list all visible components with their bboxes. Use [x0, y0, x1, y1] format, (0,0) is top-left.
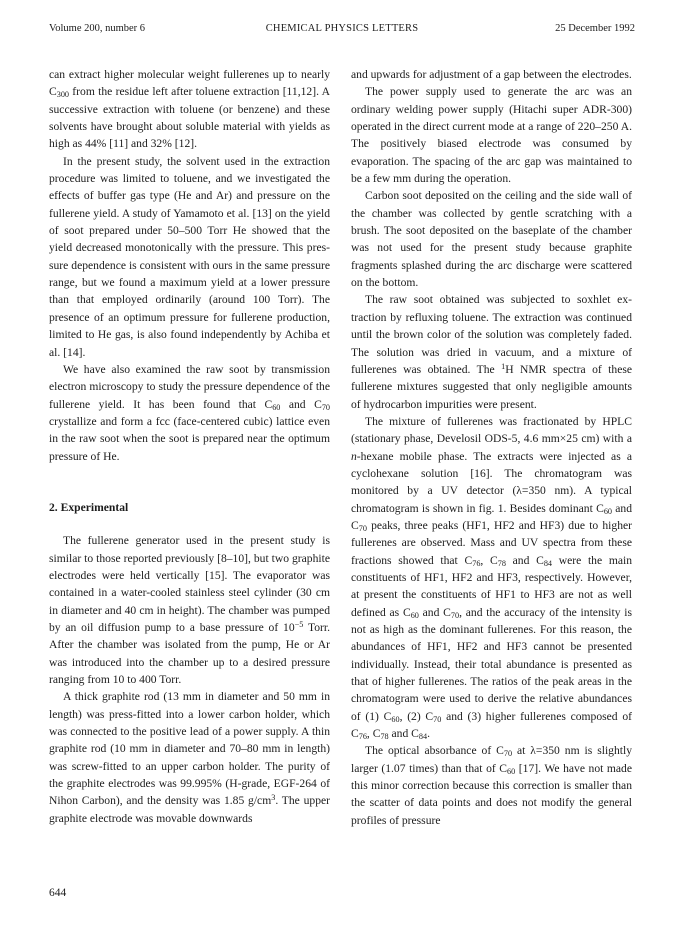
body-paragraph: The mixture of fullerenes was fractionated by HPLC (stationary phase, Develosil ODS-5, 4.6 mm×25 cm) with a n-hexane mobile phase. The extracts were injected as a cyclohexane solution [16]. The chromatogram was monitored by a UV detector (λ=350 nm). A typical chromatogram is shown in fig. 1. Besides dominant $C_{60}$ and $C_{70}$ peaks, three peaks (HF1, HF2 and HF3) due to higher fullerenes are observed. Mass and UV spectra from these fractions showed that $C_{76}$, $C_{78}$ and $C_{84}$ were the main constituents of HF1, HF2 and HF3, respectively. However, at present the constituents of HF1 to HF3 are not as well defined as $C_{60}$ and $C_{70}$, and the accuracy of the intensity is not as high as the dominant fullerenes. For this reason, the abundances of HF1, HF2 and HF3 cannot be presented individually. Instead, their total abundance is presented as that of higher fullerenes. The ratios of the peak areas in the chromatogram were used to derive the relative abundances of (1) $C_{60}$, (2) $C_{70}$ and (3) higher fullerenes composed of $C_{76}$, $C_{78}$ and $C_{84}$.	[351, 414, 633, 742]
body-paragraph: The optical absorbance of $C_{70}$ at λ=350 nm is slightly larger (1.07 times) than that of $C_{60}$ [17]. We have not made this minor correction because this correction is smaller than the scatter of data points and does not modify the general profiles of pressure	[351, 744, 633, 827]
body-paragraph: The power supply used to generate the arc was an ordinary welding power supply (Hitachi super ADR-300) operated in the direct current mode at a range of 220–250 A. The positively biased electrode was consumed by evaporation. The spacing of the arc gap was maintained to be a few mm during the operation.	[351, 85, 632, 186]
body-paragraph: The fullerene generator used in the present study is similar to those reported previously [8–10], but two graphite electrodes were held vertically [15]. The evaporator was contained in a water-cooled stainless steel cylinder (30 cm in diameter and 40 cm in height). The chamber was pumped by an oil diffusion pump to a base pressure of $10^{-5}$ Torr. After the chamber was isolated from the pump, He or Ar was introduced into the chamber up to a desired pressure ranging from 10 to 400 Torr.	[49, 534, 330, 686]
issue-date: 25 December 1992	[555, 23, 635, 34]
section-heading: 2. Experimental	[49, 500, 129, 514]
body-paragraph: We have also examined the raw soot by transmission electron microscopy to study the pressure dependence of the fullerene yield. It has been found that $C_{60}$ and $C_{70}$ crystallize and form a fcc (face-centered cubic) lattice even in the raw soot when the soot is prepared near the optimum pressure of He.	[49, 362, 330, 463]
page-number: 644	[49, 887, 67, 899]
body-paragraph: can extract higher molecular weight fullerenes up to nearly $C_{300}$ from the residue left after toluene extraction [11,12]. A successive extraction with toluene (or benzene) and these solvents have brought about soluble material with yields as high as 44% [11] and 32% [12].	[49, 68, 330, 151]
journal-title: CHEMICAL PHYSICS LETTERS	[265, 23, 419, 34]
body-paragraph: A thick graphite rod (13 mm in diameter and 50 mm in length) was press-fitted into a lower carbon holder, which was connected to the positive lead of a power supply. A thin graphite rod (10 mm in diameter and 70–80 mm in length) was screw-fitted to an upper carbon holder. The purity of the graphite electrodes was 99.995% (H-grade, EGF-264 of Nihon Carbon), and the density was 1.85 $g/cm^3$. The upper graphite electrode was movable downwards	[49, 690, 330, 825]
body-paragraph: The raw soot obtained was subjected to soxhlet extraction by refluxing toluene. The extraction was continued until the brown color of the solution was completely faded. The solution was dried in vacuum, and a mixture of fullerenes was obtained. The $^1$H NMR spectra of these fullerene mixtures suggested that only negligible amounts of hydrocarbon impurities were present.	[351, 293, 632, 411]
body-paragraph: Carbon soot deposited on the ceiling and the side wall of the chamber was collected by gentle scratching with a brush. The soot deposited on the baseplate of the chamber was not used for the present study because graphite fragments splashed during the arc discharge were scattered on the bottom.	[351, 189, 632, 290]
body-paragraph: and upwards for adjustment of a gap between the electrodes.	[351, 68, 632, 81]
volume-info: Volume 200, number 6	[49, 23, 146, 34]
right-column	[351, 66, 632, 829]
left-column	[49, 66, 330, 827]
body-paragraph: In the present study, the solvent used in the extraction procedure was limited to toluene, and we investigated the effects of buffer gas type (He and Ar) and pressure on the fullerene yield. A study of Yamamoto et al. [13] on the yield of soot prepared under 50–500 Torr He showed that the yield decreased monotonically with the pressure. This pressure dependence is consistent with ours in the same pressure range, but we found a maximum yield at a lower pressure than that employed ordinarily (around 100 Torr). The presence of an optimum pressure for fullerene production, limited to He gas, is also found independently by Achiba et al. [14].	[49, 154, 330, 359]
